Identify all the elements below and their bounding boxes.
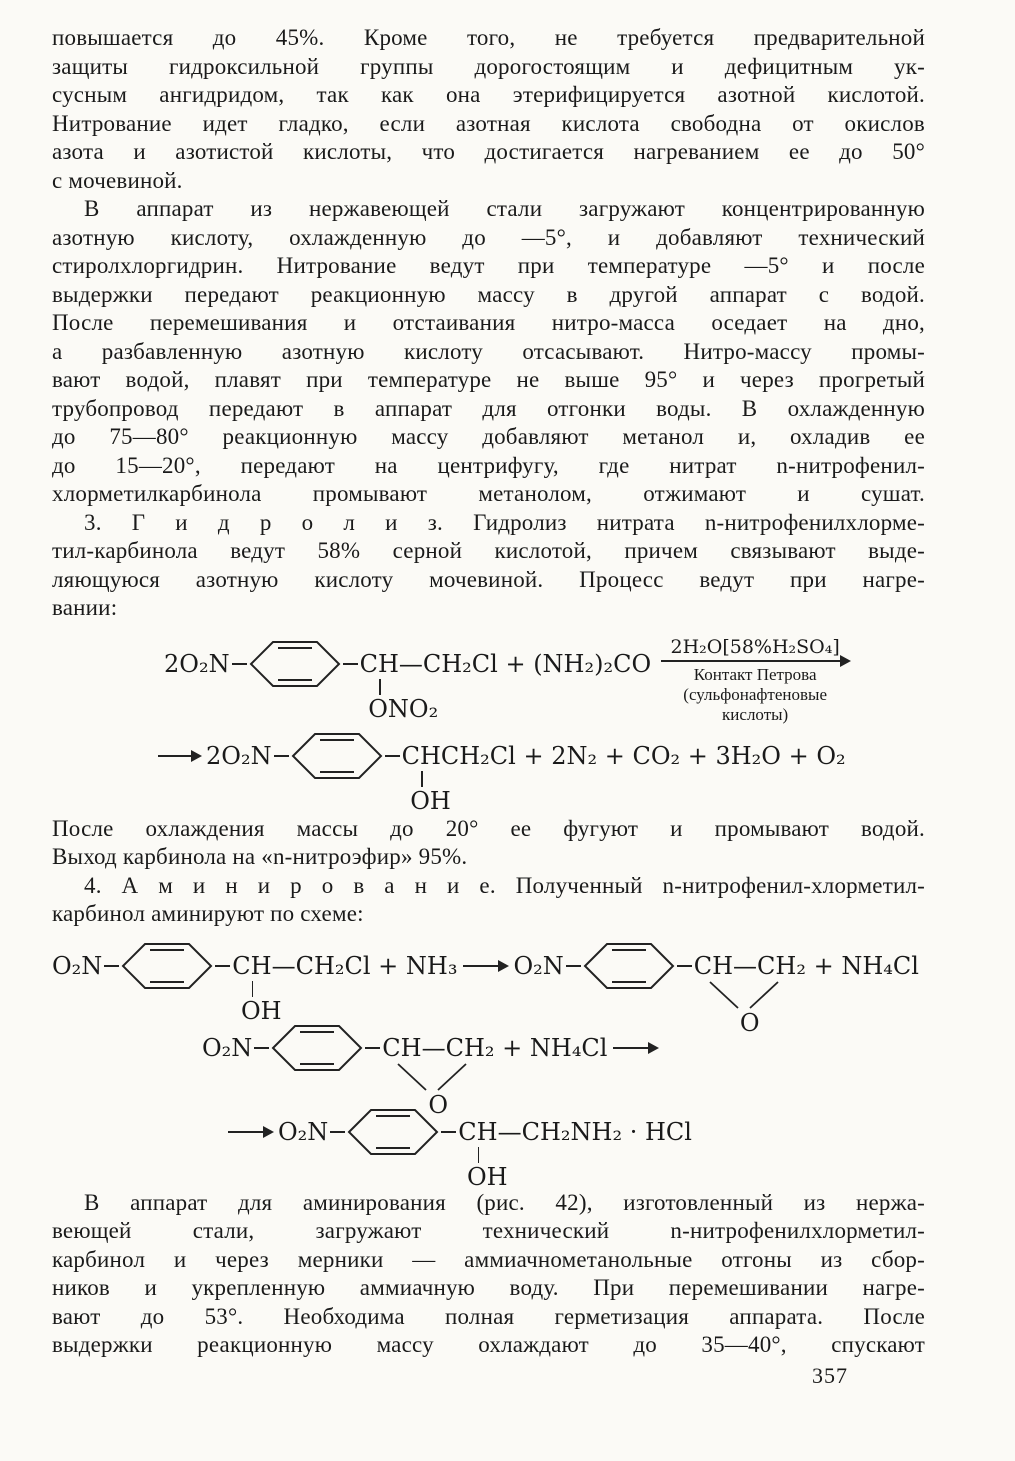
substituent-label: OH bbox=[240, 996, 282, 1025]
formula-fragment: O₂N bbox=[513, 951, 564, 980]
carbinol-carbon-group bbox=[401, 741, 451, 815]
text-line: После перемешивания и отстаивания нитро-масса оседает на дно, bbox=[52, 310, 925, 335]
catalyst-label: Контакт Петрова bbox=[693, 665, 817, 684]
bond-line bbox=[330, 1131, 345, 1133]
bond-line bbox=[215, 965, 230, 967]
substituent-label: OH bbox=[410, 786, 451, 815]
formula-fragment: CH bbox=[232, 951, 272, 980]
reaction-line bbox=[52, 949, 919, 1037]
text-line: вании: bbox=[52, 595, 118, 620]
epoxide-group bbox=[693, 951, 806, 1037]
reaction-arrow-with-conditions bbox=[661, 636, 849, 725]
formula-fragment: CH—CH₂ bbox=[382, 1033, 495, 1062]
text-line: В аппарат из нержавеющей стали загружают концентрированную bbox=[84, 196, 925, 221]
paragraph bbox=[52, 1189, 925, 1360]
reaction-line bbox=[152, 739, 846, 815]
text-line: выдержки реакционную массу охлаждают до 35—40°, спускают bbox=[52, 1332, 925, 1357]
benzene-ring bbox=[121, 940, 213, 992]
paragraph bbox=[52, 195, 925, 509]
paragraph bbox=[52, 872, 925, 929]
text-line: вают до 53°. Необходима полная герметизация аппарата. После bbox=[52, 1303, 925, 1329]
text-line: веющей стали, загружают технический n-нитрофенилхлорметил- bbox=[52, 1218, 925, 1243]
text-line: В аппарат для аминирования (рис. 42), изготовленный из нержа- bbox=[84, 1189, 925, 1215]
carbinol-carbon-group bbox=[232, 951, 282, 1025]
text-line: азота и азотистой кислоты, что достигается нагреванием ее до 50° bbox=[52, 139, 925, 164]
arrow-icon bbox=[613, 1047, 657, 1049]
formula-fragment: O₂N bbox=[202, 1033, 253, 1062]
vertical-bond bbox=[379, 679, 381, 695]
text-line: выдержки передают реакционную массу в другой аппарат с водой. bbox=[52, 281, 925, 307]
bond-line bbox=[343, 663, 358, 665]
page-number: 357 bbox=[812, 1363, 848, 1388]
formula-fragment: —CH₂Cl + (NH₂)₂CO bbox=[398, 649, 652, 678]
formula-fragment: —CH₂NH₂ · HCl bbox=[497, 1117, 692, 1146]
bond-line bbox=[254, 1047, 269, 1049]
text-line: повышается до 45%. Кроме того, не требуется предварительной bbox=[52, 25, 925, 50]
paragraph bbox=[52, 509, 925, 623]
formula-fragment: + NH₄Cl bbox=[494, 1033, 608, 1062]
substituent-label: ONO₂ bbox=[368, 694, 439, 723]
epoxide-group bbox=[382, 1033, 495, 1119]
formula-fragment: 2O₂N bbox=[206, 741, 272, 770]
benzene-ring bbox=[271, 1022, 363, 1074]
text-line: 4. А м и н и р о в а н и е. Полученный n-нитрофенил-хлорметил- bbox=[84, 872, 925, 898]
paragraph bbox=[52, 815, 925, 872]
formula-fragment: CH₂Cl + 2N₂ + CO₂ + 3H₂O + O₂ bbox=[440, 741, 846, 770]
formula-fragment: CH—CH₂ bbox=[693, 951, 806, 980]
text-line: стиролхлоргидрин. Нитрование ведут при температуре —5° и после bbox=[52, 253, 925, 278]
substituent-label: O bbox=[428, 1090, 449, 1119]
formula-fragment: O₂N bbox=[52, 951, 103, 980]
text-line: до 15—20°, передают на центрифугу, где нитрат n-нитрофенил- bbox=[52, 452, 925, 478]
benzene-ring bbox=[291, 730, 383, 782]
vertical-bond bbox=[478, 1147, 480, 1163]
text-line: карбинол и через мерники — аммиачнометанольные отгоны из сбор- bbox=[52, 1246, 925, 1272]
reaction-line bbox=[202, 1031, 663, 1119]
reaction-conditions-above: 2H₂O[58%H₂SO₄] bbox=[670, 636, 840, 658]
substituent-label: OH bbox=[466, 1162, 508, 1191]
formula-fragment: O₂N bbox=[278, 1117, 329, 1146]
vertical-bond bbox=[421, 771, 423, 787]
bond-line bbox=[232, 663, 247, 665]
formula-fragment: + NH₄Cl bbox=[805, 951, 919, 980]
epoxide-bonds bbox=[694, 981, 794, 1009]
text-line: После охлаждения массы до 20° ее фугуют и промывают водой. bbox=[52, 815, 925, 841]
bond-line bbox=[441, 1131, 456, 1133]
bond-line bbox=[274, 755, 289, 757]
formula-fragment: CH bbox=[401, 741, 441, 770]
carbinol-carbon-group bbox=[359, 649, 439, 723]
text-line: ников и укрепленную аммиачную воду. При перемешивании нагре- bbox=[52, 1275, 925, 1300]
reaction-arrow bbox=[661, 660, 849, 662]
text-line: азотную кислоту, охлажденную до —5°, и добавляют технический bbox=[52, 224, 925, 250]
arrow-icon bbox=[228, 1131, 272, 1133]
catalyst-label: (сульфонафтеновые bbox=[683, 685, 827, 704]
paragraph bbox=[52, 24, 925, 195]
substituent-label: O bbox=[739, 1008, 760, 1037]
formula-fragment: CH bbox=[359, 649, 399, 678]
formula-fragment: 2O₂N bbox=[164, 649, 230, 678]
formula-fragment: —CH₂Cl + NH₃ bbox=[271, 951, 458, 980]
arrow-icon bbox=[463, 965, 507, 967]
text-line: трубопровод передают в аппарат для отгонки воды. В охлажденную bbox=[52, 395, 925, 421]
text-line: хлорметилкарбинола промывают метанолом, отжимают и сушат. bbox=[52, 481, 925, 506]
text-line: вают водой, плавят при температуре не выше 95° и через прогретый bbox=[52, 367, 925, 392]
text-line: Нитрование идет гладко, если азотная кислота свободна от окислов bbox=[52, 110, 925, 136]
text-line: защиты гидроксильной группы дорогостоящим и дефицитным ук- bbox=[52, 53, 925, 79]
reaction-scheme-amination bbox=[52, 929, 925, 1191]
benzene-ring bbox=[583, 940, 675, 992]
text-line: до 75—80° реакционную массу добавляют метанол и, охладив ее bbox=[52, 424, 925, 449]
benzene-ring bbox=[347, 1106, 439, 1158]
bond-line bbox=[104, 965, 119, 967]
bond-line bbox=[677, 965, 692, 967]
bond-line bbox=[385, 755, 400, 757]
text-line: а разбавленную азотную кислоту отсасывают. Нитро-массу промы- bbox=[52, 338, 925, 364]
reaction-scheme-hydrolysis bbox=[52, 633, 925, 815]
reaction-line bbox=[222, 1115, 692, 1191]
text-line: карбинол аминируют по схеме: bbox=[52, 901, 364, 926]
catalyst-label: кислоты) bbox=[722, 705, 789, 724]
text-line: 3. Г и д р о л и з. Гидролиз нитрата n-нитрофенилхлорме- bbox=[84, 509, 925, 535]
text-line: ляющуюся азотную кислоту мочевиной. Процесс ведут при нагре- bbox=[52, 566, 925, 592]
bond-line bbox=[566, 965, 581, 967]
formula-fragment: CH bbox=[458, 1117, 498, 1146]
epoxide-bonds bbox=[382, 1063, 482, 1091]
carbinol-carbon-group bbox=[458, 1117, 508, 1191]
page-body bbox=[52, 24, 925, 1360]
vertical-bond bbox=[252, 981, 254, 997]
benzene-ring bbox=[249, 638, 341, 690]
arrow-icon bbox=[158, 755, 200, 757]
text-line: тил-карбинола ведут 58% серной кислотой, причем связывают выде- bbox=[52, 538, 925, 563]
text-line: Выход карбинола на «n-нитроэфир» 95%. bbox=[52, 844, 468, 869]
reaction-line bbox=[164, 636, 849, 724]
text-line: с мочевиной. bbox=[52, 167, 183, 193]
bond-line bbox=[365, 1047, 380, 1049]
text-line: сусным ангидридом, так как она этерифицируется азотной кислотой. bbox=[52, 82, 925, 107]
